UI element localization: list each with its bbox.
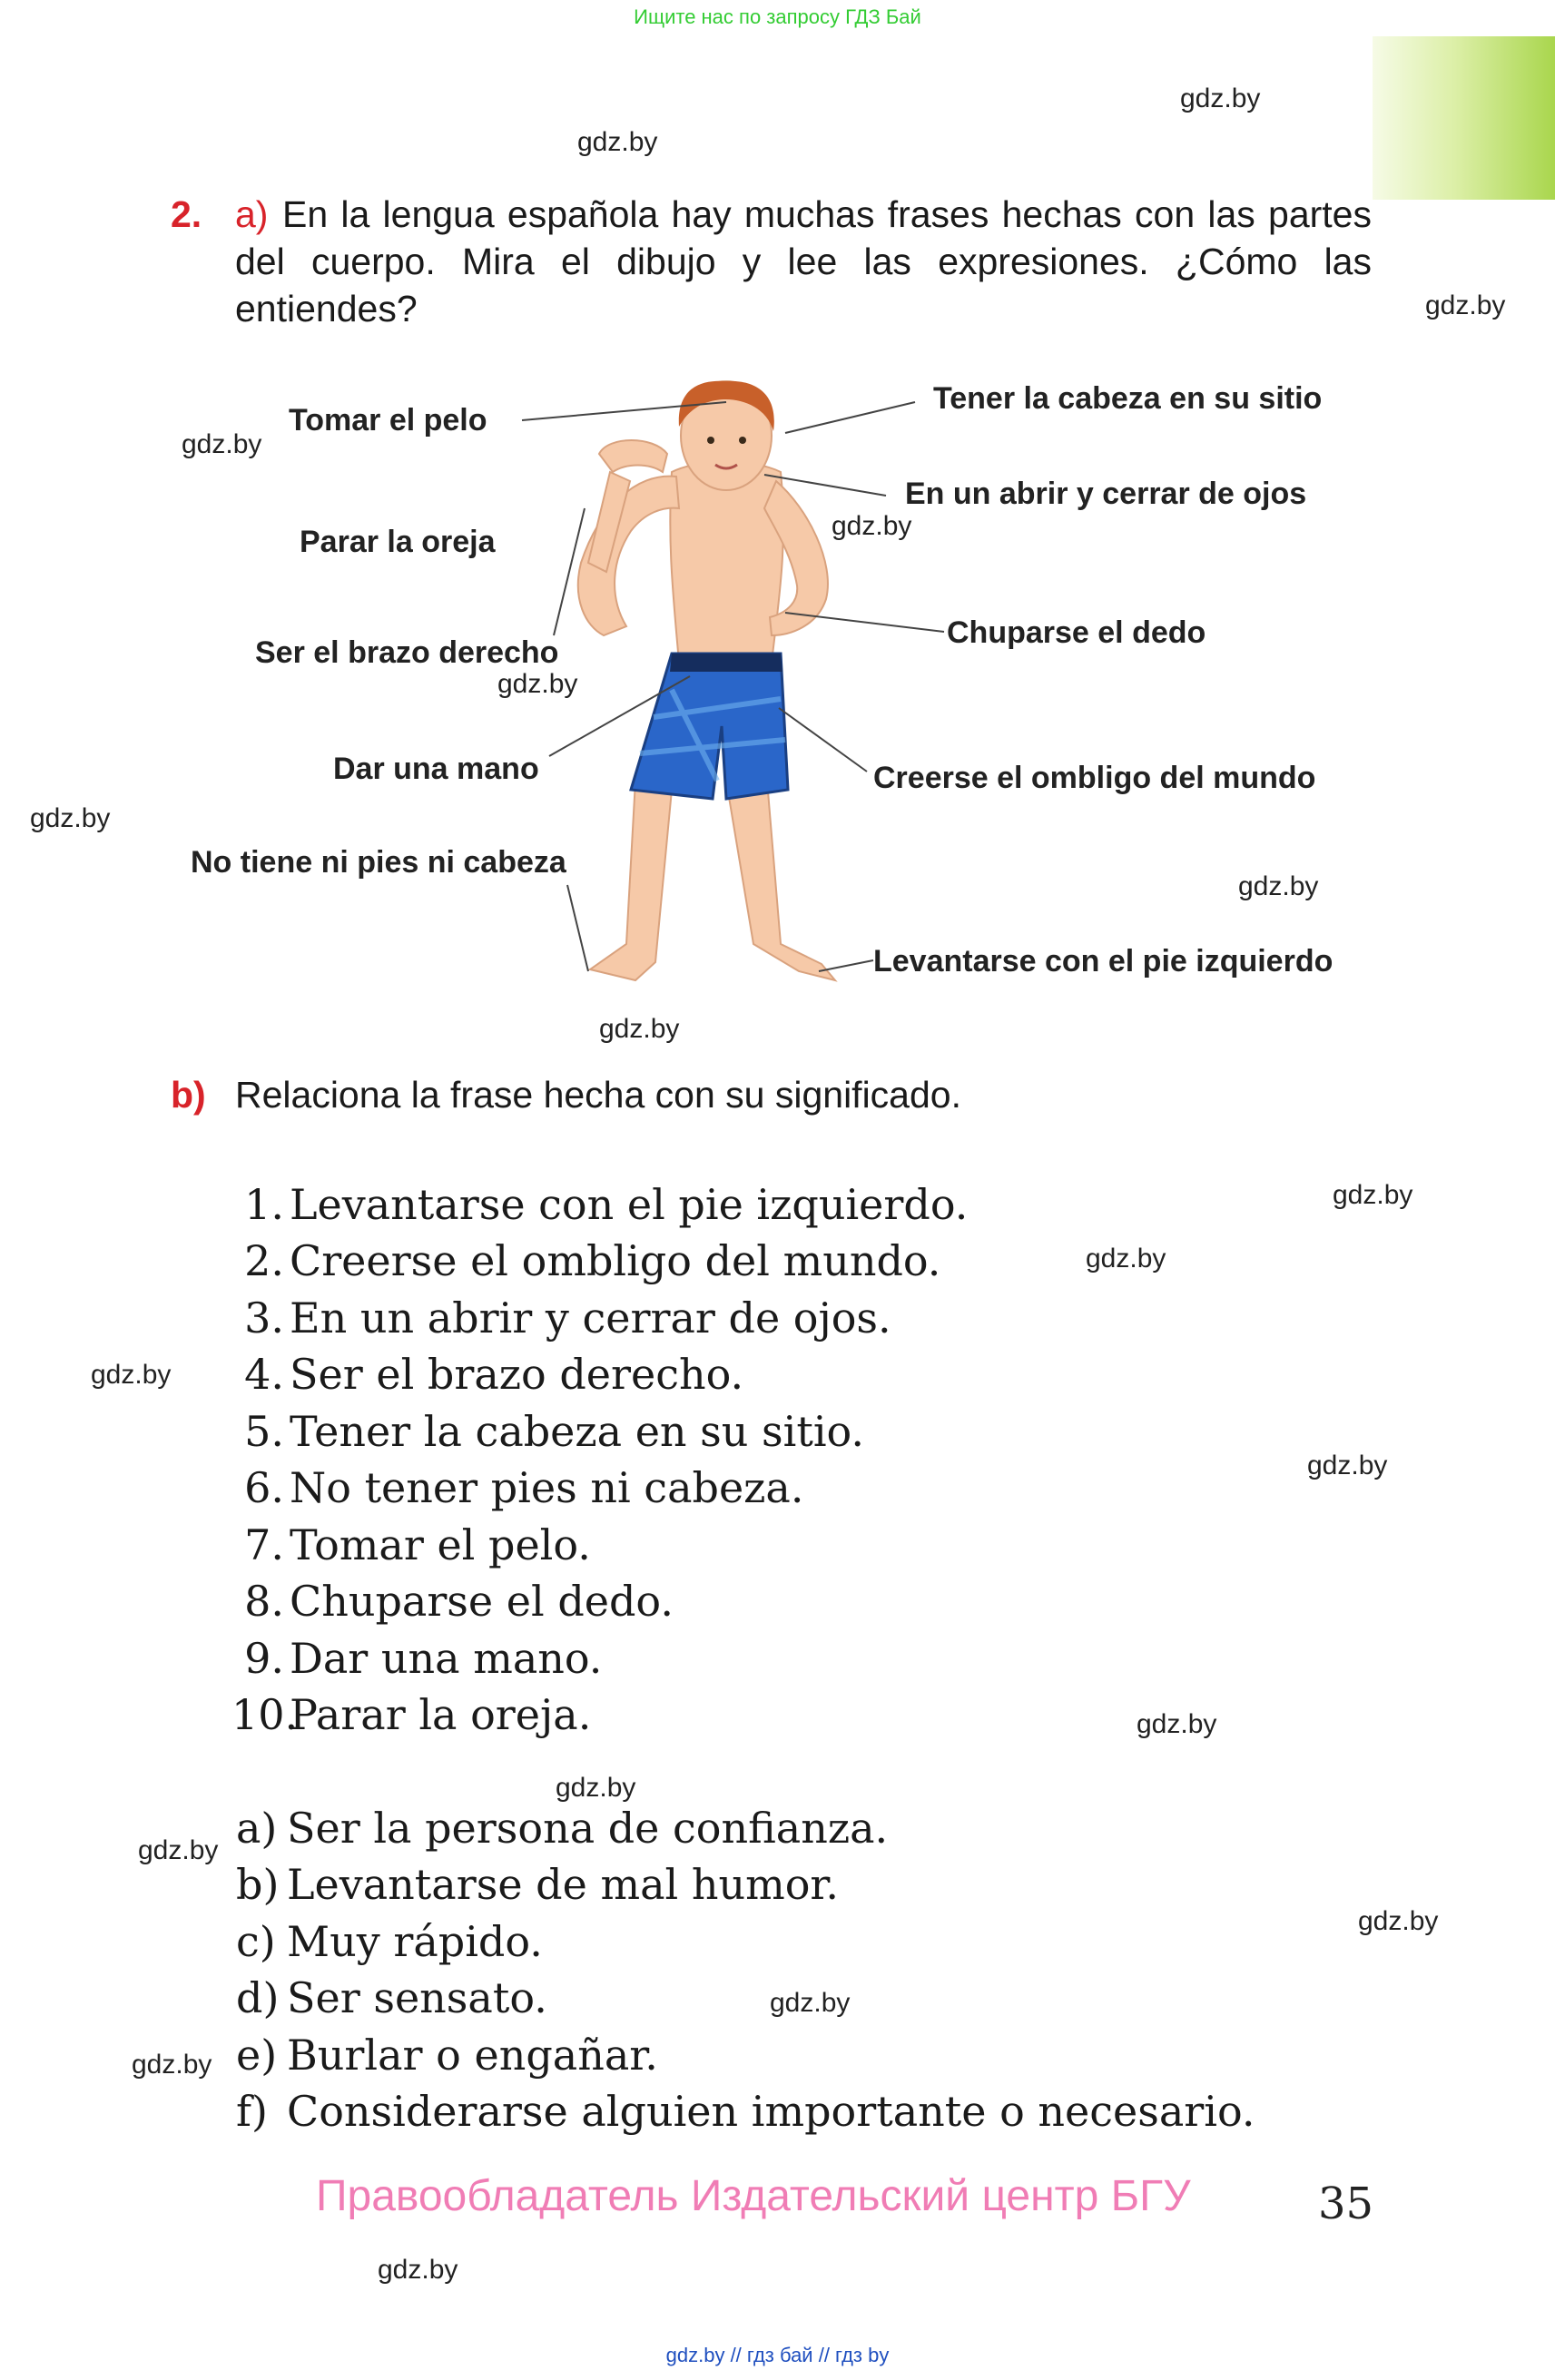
figure-label: Dar una mano [333,752,539,786]
part-b-letter: b) [171,1074,206,1116]
watermark: gdz.by [832,511,912,541]
phrase-item: 9. Dar una mano. [244,1634,603,1683]
copyright-holder: Правообладатель Издательский центр БГУ [316,2172,1191,2220]
figure-label: En un abrir y cerrar de ojos [905,477,1307,511]
phrase-item: 3. En un abrir y cerrar de ojos. [244,1293,891,1342]
footer-links[interactable]: gdz.by // гдз бай // гдз by [665,2344,890,2366]
watermark: gdz.by [91,1360,172,1390]
phrase-item: 2. Creerse el ombligo del mundo. [244,1236,941,1285]
watermark: gdz.by [599,1014,680,1044]
figure-label: No tiene ni pies ni cabeza [191,845,566,880]
page-number: 35 [1318,2178,1374,2229]
phrase-item: 4. Ser el brazo derecho. [244,1350,744,1399]
figure-label: Tener la cabeza en su sitio [933,381,1323,416]
meaning-item: c) Muy rápido. [236,1917,543,1966]
phrase-item: 7. Tomar el pelo. [244,1520,591,1569]
watermark: gdz.by [1180,84,1261,113]
meaning-item: e) Burlar o engañar. [236,2031,658,2080]
meaning-item: b) Levantarse de mal humor. [236,1860,839,1909]
body-parts-figure [0,0,1555,1089]
phrase-item: 6. No tener pies ni cabeza. [244,1463,804,1512]
watermark: gdz.by [1086,1244,1166,1274]
figure-label: Chuparse el dedo [947,615,1206,650]
phrase-item: 10.Parar la oreja. [231,1690,592,1739]
watermark: gdz.by [1137,1709,1217,1739]
part-a-instruction: En la lengua española hay muchas frases hechas con las partes del cuerpo. Mira el dibujo y lee las expresiones. ¿Cómo las entiendes? [235,193,1372,329]
figure-label: Parar la oreja [300,525,496,559]
watermark: gdz.by [182,429,262,459]
figure-label: Tomar el pelo [289,403,487,438]
watermark: gdz.by [770,1988,851,2018]
figure-label: Creerse el ombligo del mundo [873,761,1316,795]
phrase-item: 1. Levantarse con el pie izquierdo. [244,1180,969,1229]
watermark: gdz.by [378,2255,458,2285]
watermark: gdz.by [138,1835,219,1865]
meaning-item: d) Ser sensato. [236,1973,547,2022]
phrase-item: 5. Tener la cabeza en su sitio. [244,1407,865,1456]
watermark: gdz.by [1307,1451,1388,1480]
figure-label: Levantarse con el pie izquierdo [873,944,1334,979]
watermark: gdz.by [1358,1906,1439,1936]
watermark: gdz.by [1425,290,1506,320]
watermark: gdz.by [577,127,658,157]
watermark: gdz.by [132,2050,212,2080]
watermark: gdz.by [30,803,111,833]
top-banner: Ищите нас по запросу ГДЗ Бай [634,5,921,28]
meaning-item: a) Ser la persona de confianza. [236,1804,889,1853]
watermark: gdz.by [556,1773,636,1803]
watermark: gdz.by [1238,871,1319,901]
watermark: gdz.by [497,669,578,699]
part-b-instruction: Relaciona la frase hecha con su significado. [235,1074,961,1116]
phrase-item: 8. Chuparse el dedo. [244,1577,674,1626]
part-a-letter: a) [235,193,269,235]
task-number: 2. [171,193,202,235]
meaning-item: f) Considerarse alguien importante o necesario. [236,2087,1255,2136]
watermark: gdz.by [1333,1180,1413,1210]
figure-label: Ser el brazo derecho [255,635,559,670]
